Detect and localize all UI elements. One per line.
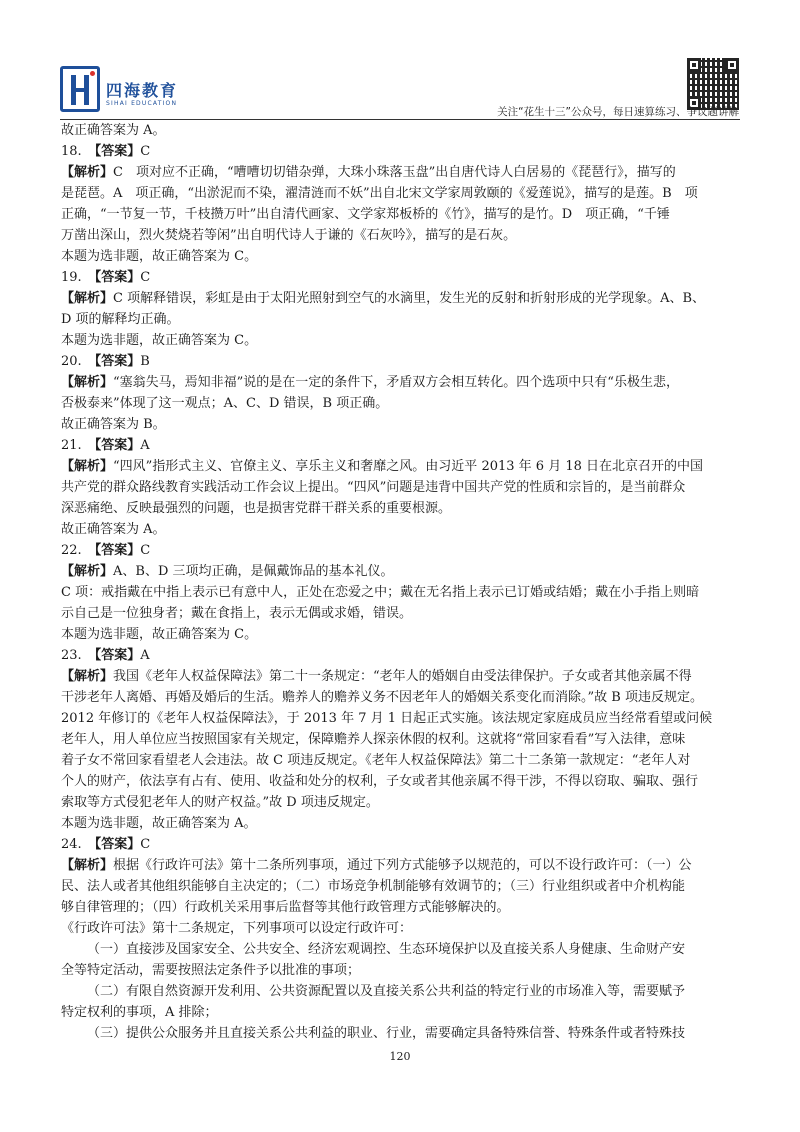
header-tagline: 关注“花生十三”公众号，每日速算练习、争议题讲解 <box>497 106 739 118</box>
line-text: 我国《老年人权益保障法》第二十一条规定：“老年人的婚姻自由受法律保护。子女或者其他亲属不得 <box>113 669 692 684</box>
answer-value: C <box>140 144 151 159</box>
text-line <box>61 1023 741 1044</box>
line-text: 本题为选非题，故正确答案为 C。 <box>61 333 258 348</box>
text-line <box>61 330 741 351</box>
answer-value: C <box>140 270 151 285</box>
text-line <box>61 876 741 897</box>
text-line <box>61 477 741 498</box>
text-line <box>61 414 741 435</box>
text-line <box>61 225 741 246</box>
answer-label: 【答案】 <box>88 543 141 558</box>
answer-value: B <box>140 354 150 369</box>
line-text: C 项对应不正确，“嘈嘈切切错杂弹，大珠小珠落玉盘”出自唐代诗人白居易的《琵琶行》，描写的 <box>113 165 676 180</box>
question-number: 24. <box>61 837 82 852</box>
question-number: 19. <box>61 270 82 285</box>
line-text: “塞翁失马，焉知非福”说的是在一定的条件下，矛盾双方会相互转化。四个选项中只有“乐极生悲， <box>113 375 679 390</box>
text-line <box>61 183 741 204</box>
question-header-line <box>61 435 741 456</box>
line-text: 索取等方式侵犯老年人的财产权益。”故 D 项违反规定。 <box>61 795 379 810</box>
answer-label: 【答案】 <box>88 438 141 453</box>
line-text: 老年人，用人单位应当按照国家有关规定，保障赡养人探亲休假的权利。这就将“常回家看看”写入法律，意味 <box>61 732 686 747</box>
line-text: 2012 年修订的《老年人权益保障法》，于 2013 年 7 月 1 日起正式实施。该法规定家庭成员应当经常看望或问候 <box>61 711 713 726</box>
line-text: 共产党的群众路线教育实践活动工作会议上提出。“四风”问题是违背中国共产党的性质和宗旨的，是当前群众 <box>61 480 686 495</box>
text-line <box>61 246 741 267</box>
explanation-line <box>61 288 741 309</box>
analysis-label: 【解析】 <box>61 669 114 684</box>
answer-label: 【答案】 <box>88 144 141 159</box>
text-line <box>61 918 741 939</box>
text-line <box>61 120 741 141</box>
question-number: 20. <box>61 354 82 369</box>
question-header-line <box>61 540 741 561</box>
qr-code-icon <box>687 58 739 110</box>
text-line <box>61 624 741 645</box>
explanation-line <box>61 372 741 393</box>
line-text: 干涉老年人离婚、再婚及婚后的生活。赡养人的赡养义务不因老年人的婚姻关系变化而消除。”故 B 项违反规定。 <box>61 690 703 705</box>
text-line <box>61 309 741 330</box>
answer-value: A <box>140 648 150 663</box>
text-line <box>61 519 741 540</box>
line-text: 正确，“一节复一节，千枝攒万叶”出自清代画家、文学家郑板桥的《竹》，描写的是竹。D 项正确，“千锤 <box>61 207 670 222</box>
text-line <box>61 771 741 792</box>
text-line <box>61 1002 741 1023</box>
analysis-label: 【解析】 <box>61 459 114 474</box>
answer-label: 【答案】 <box>88 270 141 285</box>
line-text: 根据《行政许可法》第十二条所列事项，通过下列方式能够予以规范的，可以不设行政许可：（一）公 <box>113 858 692 873</box>
question-number: 21. <box>61 438 82 453</box>
line-text: 否极泰来”体现了这一观点；A、C、D 错误，B 项正确。 <box>61 396 389 411</box>
text-line <box>61 960 741 981</box>
page-header <box>0 0 800 122</box>
line-text: A、B、D 三项均正确，是佩戴饰品的基本礼仪。 <box>113 564 394 579</box>
answer-label: 【答案】 <box>88 837 141 852</box>
analysis-label: 【解析】 <box>61 165 114 180</box>
line-text: 万凿出深山，烈火焚烧若等闲”出自明代诗人于谦的《石灰吟》，描写的是石灰。 <box>61 228 517 243</box>
line-text: 故正确答案为 A。 <box>61 522 166 537</box>
text-line <box>61 792 741 813</box>
line-text: 故正确答案为 A。 <box>61 123 166 138</box>
line-text: 深恶痛绝、反映最强烈的问题，也是损害党群干群关系的重要根源。 <box>61 501 452 516</box>
line-text: （一）直接涉及国家安全、公共安全、经济宏观调控、生态环境保护以及直接关系人身健康、生命财产安 <box>87 942 686 957</box>
logo-name: 四海教育 <box>106 81 179 100</box>
question-number: 18. <box>61 144 82 159</box>
analysis-label: 【解析】 <box>61 564 114 579</box>
text-line <box>61 603 741 624</box>
line-text: 是琵琶。A 项正确，“出淤泥而不染，濯清涟而不妖”出自北宋文学家周敦颐的《爱莲说》，描写的是莲。B 项 <box>61 186 698 201</box>
explanation-line <box>61 561 741 582</box>
text-line <box>61 204 741 225</box>
line-text: （三）提供公众服务并且直接关系公共利益的职业、行业，需要确定具备特殊信誉、特殊条件或者特殊技 <box>87 1026 686 1041</box>
text-line <box>61 729 741 750</box>
text-line <box>61 813 741 834</box>
line-text: 特定权利的事项，A 排除； <box>61 1005 218 1020</box>
question-header-line <box>61 351 741 372</box>
answer-label: 【答案】 <box>88 354 141 369</box>
answer-value: C <box>140 837 151 852</box>
line-text: 够自律管理的；（四）行政机关采用事后监督等其他行政管理方式能够解决的。 <box>61 900 510 915</box>
line-text: C 项：戒指戴在中指上表示已有意中人，正处在恋爱之中；戴在无名指上表示已订婚或结婚；戴在小手指上则暗 <box>61 585 700 600</box>
answer-value: C <box>140 543 151 558</box>
line-text: 全等特定活动，需要按照法定条件予以批准的事项； <box>61 963 361 978</box>
text-line <box>61 582 741 603</box>
explanation-line <box>61 162 741 183</box>
logo <box>60 66 230 116</box>
page-number: 120 <box>389 1050 411 1063</box>
line-text: （二）有限自然资源开发利用、公共资源配置以及直接关系公共利益的特定行业的市场准入等，需要赋予 <box>87 984 686 999</box>
line-text: 着子女不常回家看望老人会违法。故 C 项违反规定。《老年人权益保障法》第二十二条第一款规定：“老年人对 <box>61 753 691 768</box>
line-text: “四风”指形式主义、官僚主义、享乐主义和奢靡之风。由习近平 2013 年 6 月 18 日在北京召开的中国 <box>113 459 703 474</box>
logo-subtitle: SIHAI EDUCATION <box>106 100 178 107</box>
question-number: 23. <box>61 648 82 663</box>
line-text: 本题为选非题，故正确答案为 C。 <box>61 249 258 264</box>
line-text: 《行政许可法》第十二条规定，下列事项可以设定行政许可： <box>61 921 413 936</box>
question-header-line <box>61 267 741 288</box>
explanation-line <box>61 456 741 477</box>
explanation-line <box>61 666 741 687</box>
question-number: 22. <box>61 543 82 558</box>
analysis-label: 【解析】 <box>61 858 114 873</box>
line-text: 民、法人或者其他组织能够自主决定的；（二）市场竞争机制能够有效调节的；（三）行业组织或者中介机构能 <box>61 879 686 894</box>
text-line <box>61 708 741 729</box>
line-text: 故正确答案为 B。 <box>61 417 166 432</box>
text-line <box>61 687 741 708</box>
explanation-line <box>61 855 741 876</box>
text-line <box>61 498 741 519</box>
answer-explanations <box>61 120 741 1044</box>
question-header-line <box>61 645 741 666</box>
analysis-label: 【解析】 <box>61 375 114 390</box>
answer-value: A <box>140 438 150 453</box>
analysis-label: 【解析】 <box>61 291 114 306</box>
text-line <box>61 939 741 960</box>
text-line <box>61 750 741 771</box>
line-text: C 项解释错误，彩虹是由于太阳光照射到空气的水滴里，发生光的反射和折射形成的光学现象。A、B、 <box>113 291 706 306</box>
line-text: 个人的财产，依法享有占有、使用、收益和处分的权利，子女或者其他亲属不得干涉，不得以窃取、骗取、强行 <box>61 774 699 789</box>
line-text: 本题为选非题，故正确答案为 C。 <box>61 627 258 642</box>
logo-mark-icon <box>60 66 100 112</box>
text-line <box>61 393 741 414</box>
line-text: 示自己是一位独身者；戴在食指上，表示无偶或求婚，错误。 <box>61 606 413 621</box>
line-text: 本题为选非题，故正确答案为 A。 <box>61 816 257 831</box>
text-line <box>61 981 741 1002</box>
answer-label: 【答案】 <box>88 648 141 663</box>
line-text: D 项的解释均正确。 <box>61 312 180 327</box>
question-header-line <box>61 141 741 162</box>
text-line <box>61 897 741 918</box>
question-header-line <box>61 834 741 855</box>
